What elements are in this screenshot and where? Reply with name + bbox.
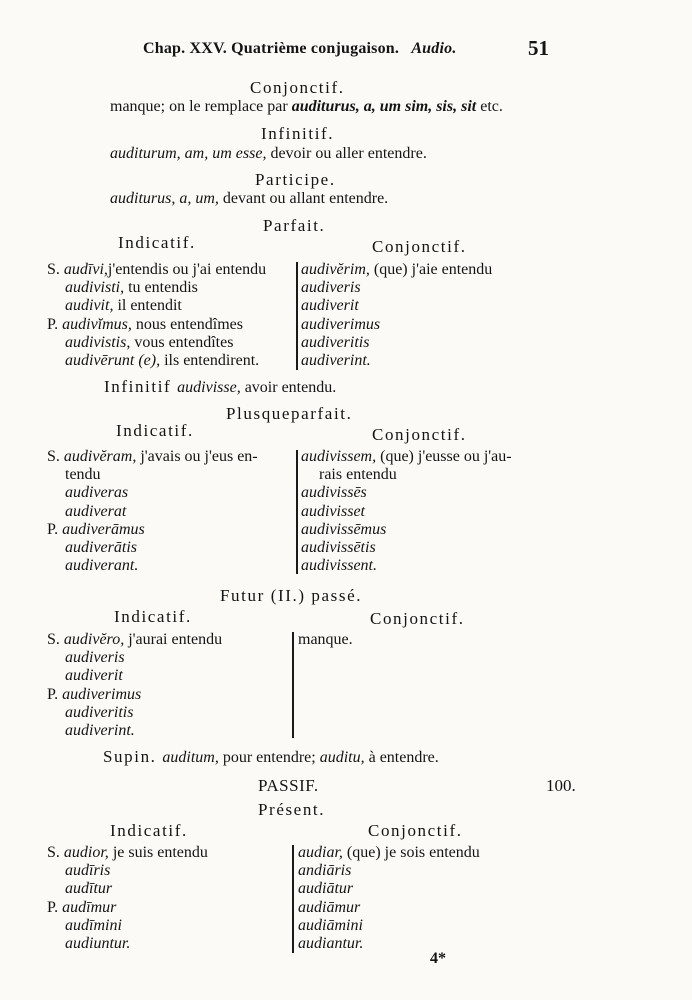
infinitif-line <box>110 145 427 163</box>
translation: j'avais ou j'eus en- <box>136 448 258 465</box>
parfait-conj-row <box>301 352 492 370</box>
verb-form: audiātur <box>298 880 354 898</box>
translation: je suis entendu <box>108 844 208 861</box>
verb-form: audiāmur <box>298 898 361 916</box>
verb-form: audivisti, <box>65 279 125 297</box>
futur-ind-row <box>47 722 222 740</box>
conjonctif-pre: manque; on le remplace par <box>110 98 292 115</box>
verb-form: audivit, <box>65 297 114 315</box>
verb-form: audiveras <box>65 484 129 502</box>
plusque-conj-row <box>301 503 512 521</box>
parfait-indicatif-label: Indicatif. <box>118 233 196 252</box>
parfait-indicatif-column <box>47 261 266 370</box>
verb-form: audior, <box>63 844 109 861</box>
verb-form: audivissem, <box>301 448 377 465</box>
verb-form: audītur <box>65 880 113 898</box>
verb-form: audivissēmus <box>301 520 387 538</box>
plusque-ind-row <box>47 484 258 502</box>
verb-form: audiverint. <box>65 721 135 739</box>
translation: (que) je sois entendu <box>342 844 480 861</box>
translation: (que) j'eusse ou j'au- <box>376 448 512 465</box>
verb-form: audivissētis <box>301 538 376 556</box>
present-ind-row <box>47 899 208 917</box>
futur-ind-row <box>47 667 222 685</box>
passif-heading: PASSIF. <box>258 776 319 795</box>
person-marker: P. <box>47 520 63 538</box>
chapter-title: Chap. XXV. Quatrième conjugaison. <box>143 40 400 57</box>
parfait-ind-row <box>47 334 266 352</box>
plusque-ind-row <box>47 557 258 575</box>
verb-form: andiāris <box>298 862 352 880</box>
present-conj-row <box>298 880 480 898</box>
supin-line <box>103 747 439 767</box>
supin-form-2: auditu, <box>319 749 365 766</box>
verb-form: audiverant. <box>65 557 139 575</box>
translation: il entendit <box>113 297 182 315</box>
verb-form: audiverat <box>65 502 127 520</box>
futur-heading: Futur (II.) passé. <box>220 586 363 605</box>
present-conjonctif-column <box>298 844 480 953</box>
verb-form: audiveris <box>301 279 361 297</box>
plusque-ind-row <box>47 466 258 484</box>
plusque-conj-row <box>301 539 512 557</box>
parfait-infinitif-trans: avoir entendu. <box>240 379 337 396</box>
verb-form: audivĕram, <box>63 448 137 465</box>
verb-form: audiantur. <box>298 934 364 952</box>
verb-form: audiverint. <box>301 351 371 369</box>
plusque-conj-row <box>301 557 512 575</box>
verb-form: audivĕro, <box>63 631 125 648</box>
futur-conjonctif-column <box>298 631 353 649</box>
plusque-ind-row <box>47 521 258 539</box>
futur-ind-row <box>47 649 222 667</box>
supin-trans-1: pour entendre; <box>218 749 320 766</box>
participe-heading: Participe. <box>255 170 336 189</box>
verb-form: audīmini <box>65 916 122 934</box>
verb-form: audivissent. <box>301 557 377 575</box>
participe-trans: devant ou allant entendre. <box>218 190 389 207</box>
verb-form: audiuntur. <box>65 934 131 952</box>
infinitif-heading: Infinitif. <box>261 124 335 143</box>
plusque-conj-row <box>301 521 512 539</box>
parfait-conjonctif-label: Conjonctif. <box>372 237 467 256</box>
verb-form: audīvi, <box>63 261 108 278</box>
conjonctif-heading: Conjonctif. <box>250 78 345 97</box>
verb-form: audivĭmus, <box>62 315 132 333</box>
parfait-conj-row <box>301 279 492 297</box>
verb-form: audivistis, <box>65 333 131 351</box>
verb-form: audivĕrim, <box>301 261 370 278</box>
present-indicatif-label: Indicatif. <box>110 821 188 840</box>
parfait-ind-row <box>47 316 266 334</box>
parfait-ind-row <box>47 279 266 297</box>
translation: (que) j'aie entendu <box>369 261 493 278</box>
parfait-ind-row <box>47 352 266 370</box>
person-marker: P. <box>47 898 63 916</box>
plusqueparfait-indicatif-label: Indicatif. <box>116 421 194 440</box>
present-ind-row <box>47 880 208 898</box>
plusque-ind-row <box>47 448 258 466</box>
supin-form-1: auditum, <box>162 749 219 766</box>
futur-column-divider <box>292 632 294 738</box>
plusque-conj-row <box>301 466 512 484</box>
verb-form: audiāmini <box>298 916 363 934</box>
parfait-column-divider <box>296 262 298 370</box>
verb-form: audiverimus <box>62 685 142 703</box>
present-ind-row <box>47 862 208 880</box>
parfait-conj-row <box>301 316 492 334</box>
verb-form: audivērunt (e), <box>65 351 161 369</box>
plusqueparfait-conjonctif-label: Conjonctif. <box>372 425 467 444</box>
person-marker: P. <box>47 315 63 333</box>
supin-trans-2: à entendre. <box>364 749 439 766</box>
translation: j'entendis ou j'ai entendu <box>107 261 267 278</box>
verb-form: audiverit <box>65 667 123 685</box>
plusqueparfait-indicatif-column <box>47 448 258 575</box>
verb-form: audīmur <box>62 898 117 916</box>
futur-ind-row <box>47 686 222 704</box>
present-conj-row <box>298 862 480 880</box>
parfait-heading: Parfait. <box>263 216 326 235</box>
plusqueparfait-column-divider <box>296 450 298 574</box>
person-marker: S. <box>47 631 64 648</box>
present-column-divider <box>292 845 294 953</box>
parfait-infinitif-label: Infinitif <box>104 377 178 396</box>
conjonctif-line <box>110 98 503 116</box>
futur-ind-row <box>47 631 222 649</box>
present-conj-row <box>298 935 480 953</box>
parfait-ind-row <box>47 261 266 279</box>
page-number: 51 <box>528 36 549 60</box>
infinitif-form: auditurum, am, um esse, <box>110 145 267 162</box>
person-marker: S. <box>47 844 64 861</box>
parfait-conj-row <box>301 297 492 315</box>
translation: nous entendîmes <box>131 315 243 333</box>
parfait-conjonctif-column <box>301 261 492 370</box>
present-ind-row <box>47 935 208 953</box>
present-conj-row <box>298 844 480 862</box>
verb-form: audivisset <box>301 502 365 520</box>
present-conj-row <box>298 899 480 917</box>
running-header <box>143 40 457 58</box>
plusque-ind-row <box>47 503 258 521</box>
translation: j'aurai entendu <box>124 631 223 648</box>
verb-form: audiverit <box>301 297 359 315</box>
verb-form: audiveritis <box>65 703 134 721</box>
person-marker: S. <box>47 261 64 278</box>
verb-form: audivissēs <box>301 484 367 502</box>
verb-form: audiar, <box>298 844 343 861</box>
plusque-conj-row <box>301 448 512 466</box>
verb-form: audiveritis <box>301 333 370 351</box>
conjonctif-post: etc. <box>476 98 503 115</box>
plusqueparfait-heading: Plusqueparfait. <box>226 404 353 423</box>
person-marker: S. <box>47 448 64 465</box>
verb-form: audiverātis <box>65 538 137 556</box>
futur-indicatif-label: Indicatif. <box>114 607 192 626</box>
person-marker: P. <box>47 685 63 703</box>
printer-signature: 4* <box>430 950 446 967</box>
parfait-conj-row <box>301 334 492 352</box>
infinitif-trans: devoir ou aller entendre. <box>266 145 427 162</box>
parfait-conj-row <box>301 261 492 279</box>
participe-line <box>110 190 388 208</box>
verb-form: audīris <box>65 862 111 880</box>
present-ind-row <box>47 917 208 935</box>
translation: vous entendîtes <box>130 333 234 351</box>
plusque-conj-row <box>301 484 512 502</box>
futur-indicatif-column <box>47 631 222 740</box>
present-ind-row <box>47 844 208 862</box>
supin-label: Supin. <box>103 747 163 766</box>
plusqueparfait-conjonctif-column <box>301 448 512 575</box>
section-number: 100. <box>546 776 576 795</box>
parfait-infinitif-line <box>104 377 336 397</box>
plusque-ind-row <box>47 539 258 557</box>
conjonctif-form: auditurus, a, um sim, sis, sit <box>291 98 477 115</box>
translation: ils entendirent. <box>160 351 260 369</box>
present-heading: Présent. <box>258 800 326 819</box>
present-conjonctif-label: Conjonctif. <box>368 821 463 840</box>
translation: rais entendu <box>319 466 397 484</box>
translation: tu entendis <box>124 279 198 297</box>
futur-conj-row: manque. <box>298 631 353 648</box>
parfait-ind-row <box>47 297 266 315</box>
verb-form: audiverāmus <box>62 520 145 538</box>
translation: tendu <box>65 466 101 484</box>
present-conj-row <box>298 917 480 935</box>
participe-form: auditurus, a, um, <box>110 190 219 207</box>
parfait-infinitif-form: audivisse, <box>177 379 241 396</box>
present-indicatif-column <box>47 844 208 953</box>
verb-form: audiverimus <box>301 315 381 333</box>
futur-conjonctif-label: Conjonctif. <box>370 609 465 628</box>
verb-form: audiveris <box>65 649 125 667</box>
verb-name: Audio. <box>411 40 457 57</box>
futur-ind-row <box>47 704 222 722</box>
